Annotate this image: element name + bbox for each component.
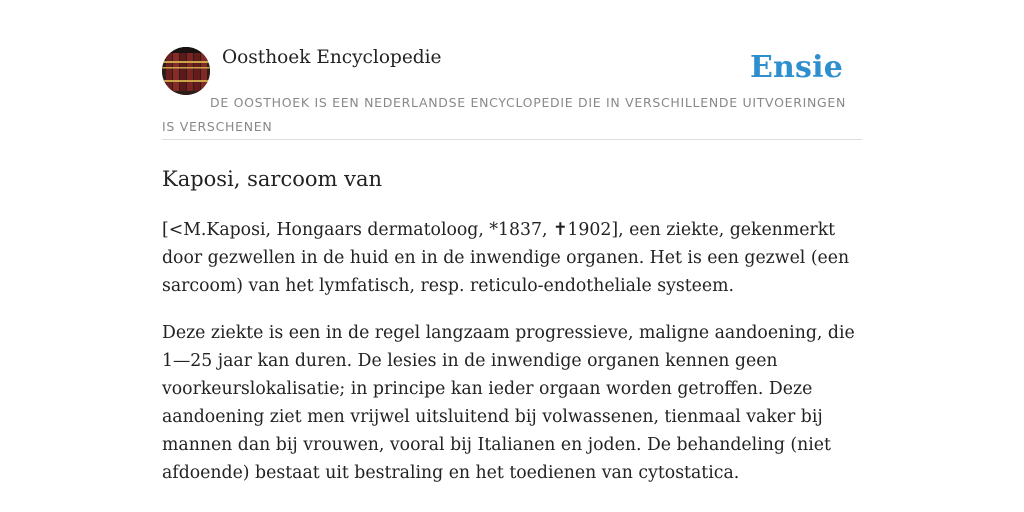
article-paragraph-1: [<M.Kaposi, Hongaars dermatoloog, *1837, ✝1902], een ziekte, gekenmerkt door gezwellen in de huid en in de inwendige organen. Het is een gezwel (een sarcoom) van het lymfatisch, resp. reticulo-endotheliale systeem. [162,220,850,296]
books-icon [162,47,210,95]
article-title: Kaposi, sarcoom van [162,167,383,191]
encyclopedia-books-avatar[interactable] [162,47,210,95]
article-paragraph-2: Deze ziekte is een in de regel langzaam progressieve, maligne aandoening, die 1—25 jaar kan duren. De lesies in de inwendige organen kennen geen voorkeurslokalisatie; in principe kan ieder orgaan worden getroffen. Deze aandoening ziet men vrijwel uitsluitend bij volwassenen, tienmaal vaker bij mannen dan bij vrouwen, vooral bij Italianen en joden. De behandeling (niet afdoende) bestaat uit bestraling en het toedienen van cytostatica. [162,323,855,483]
brand-logo[interactable]: Ensie [749,50,843,85]
site-tagline: DE OOSTHOEK IS EEN NEDERLANDSE ENCYCLOPEDIE DIE IN VERSCHILLENDE UITVOERINGEN IS VERSCHENEN [162,95,847,134]
site-header [162,46,862,140]
encyclopedia-card [162,46,862,487]
site-title[interactable]: Oosthoek Encyclopedie [222,47,442,68]
